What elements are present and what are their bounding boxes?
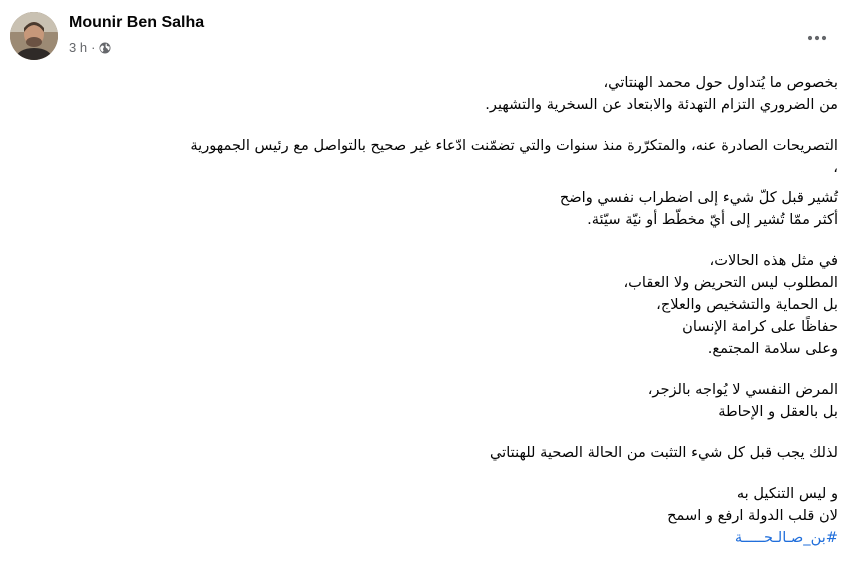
avatar-image [10,12,58,60]
meta-separator: · [91,40,96,55]
paragraph-1 [8,72,838,116]
post-body [8,72,838,568]
text-line: التصريحات الصادرة عنه، والمتكرّرة منذ سنوات والتي تضمّنت ادّعاء غير صحيح بالتواصل مع رئيس الجمهورية [190,137,838,154]
text-line: تُشير قبل كلّ شيء إلى اضطراب نفسي واضح [559,189,838,206]
text-line: لذلك يجب قبل كل شيء التثبت من الحالة الصحية للهنتاتي [490,444,838,461]
text-line: حفاظًا على كرامة الإنسان [682,318,838,335]
text-line: لان قلب الدولة ارفع و اسمح [667,507,838,524]
more-options-button[interactable] [799,20,835,56]
paragraph-5 [8,379,838,423]
post-meta [69,40,111,55]
text-line: المرض النفسي لا يُواجه بالزجر، [647,381,838,398]
paragraph-4 [8,250,838,360]
globe-icon[interactable] [99,42,111,54]
post-timestamp[interactable]: 3 h [69,40,88,55]
more-options-icon [807,35,827,41]
paragraph-7 [8,483,838,549]
text-line: بخصوص ما يُتداول حول محمد الهنتاتي، [603,74,838,91]
avatar[interactable] [10,12,58,60]
paragraph-2 [8,135,838,179]
text-line: بل الحماية والتشخيص والعلاج، [656,296,838,313]
text-line: وعلى سلامة المجتمع. [707,340,838,357]
text-line: و ليس التنكيل به [736,485,838,502]
paragraph-3 [8,187,838,231]
paragraph-6 [8,442,838,464]
text-line: من الضروري التزام التهدئة والابتعاد عن السخرية والتشهير. [485,96,838,113]
post-header [10,10,837,62]
author-name[interactable]: Mounir Ben Salha [69,14,205,31]
text-line: أكثر ممّا تُشير إلى أيّ مخطّط أو نيّة سيّئة. [587,211,838,228]
text-line: المطلوب ليس التحريض ولا العقاب، [623,274,838,291]
text-line: بل بالعقل و الإحاطة [718,403,838,420]
text-line: ، [833,159,838,176]
hashtag-link[interactable]: #بن_صـالـحـــــة [734,529,838,546]
text-line: في مثل هذه الحالات، [709,252,838,269]
